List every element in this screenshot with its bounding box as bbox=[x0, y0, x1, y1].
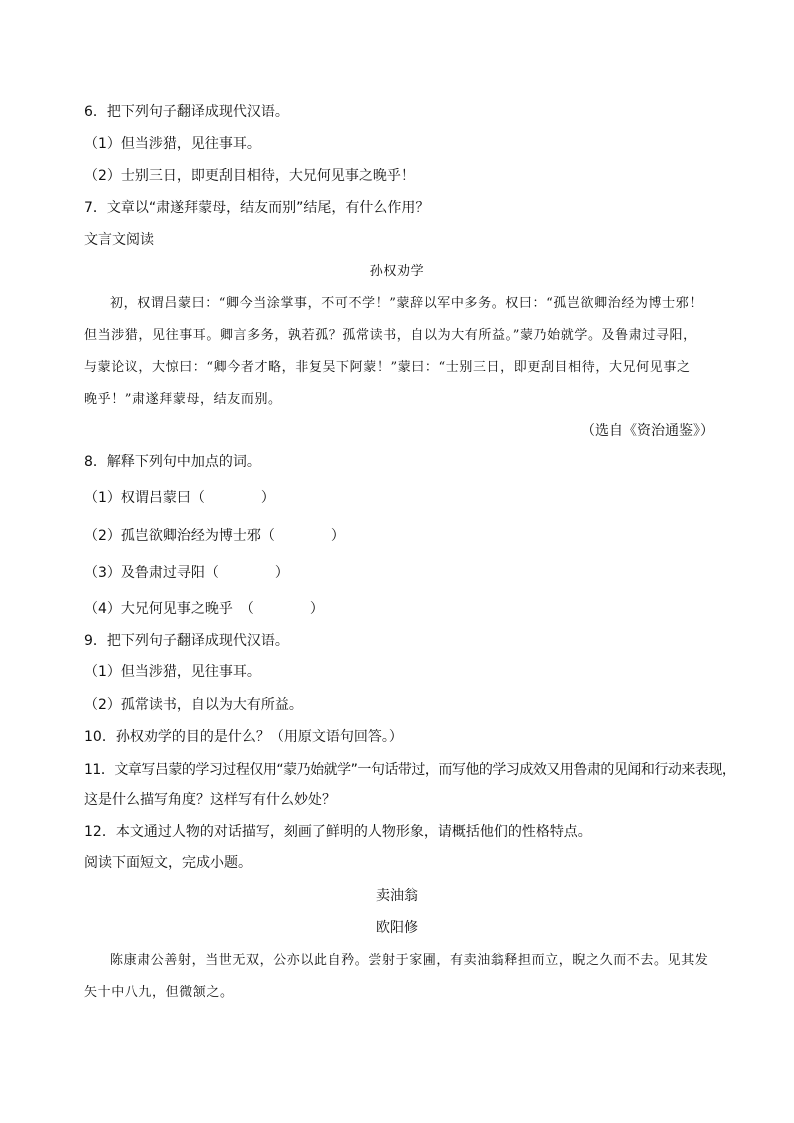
q9-sentence-1: （1）但当涉猎，见往事耳。 bbox=[84, 664, 261, 680]
passage1-line: 晚乎！”肃遂拜蒙母，结友而别。 bbox=[84, 392, 282, 407]
passage1-title: 孙权劝学 bbox=[369, 264, 425, 279]
q6-stem: 6．把下列句子翻译成现代汉语。 bbox=[84, 104, 289, 120]
q8-item: （1）权谓吕蒙曰（ ） bbox=[84, 490, 275, 506]
q10-question: 10．孙权劝学的目的是什么？（用原文语句回答。） bbox=[84, 729, 403, 745]
passage1-line: 与蒙论议，大惊曰：“卿今者才略，非复吴下阿蒙！”蒙曰：“士别三日，即更刮目相待，大兄何见事之 bbox=[84, 360, 691, 375]
reading-instruction: 阅读下面短文，完成小题。 bbox=[84, 855, 252, 871]
q9-stem: 9．把下列句子翻译成现代汉语。 bbox=[84, 633, 289, 649]
q9-sentence-2: （2）孤常读书，自以为大有所益。 bbox=[84, 697, 303, 713]
q11-line-1: 11．文章写吕蒙的学习过程仅用“蒙乃始就学”一句话带过，而写他的学习成效又用鲁肃的见闻和行动来表现， bbox=[84, 762, 736, 778]
q8-item: （2）孤岂欲卿治经为博士邪（ ） bbox=[84, 528, 345, 544]
passage1-source: （选自《资治通鉴》） bbox=[581, 423, 714, 439]
q8-item: （4）大兄何见事之晚乎 （ ） bbox=[84, 601, 324, 617]
passage2-author: 欧阳修 bbox=[376, 920, 418, 936]
passage1-line: 但当涉猎，见往事耳。卿言多务，孰若孤？孤常读书，自以为大有所益。”蒙乃始就学。及鲁肃过寻阳， bbox=[84, 328, 697, 343]
q11-line-2: 这是什么描写角度？这样写有什么妙处？ bbox=[84, 792, 336, 808]
q6-sentence-2: （2）士别三日，即更刮目相待，大兄何见事之晚乎！ bbox=[84, 168, 415, 184]
section-label: 文言文阅读 bbox=[84, 232, 154, 248]
q8-stem: 8．解释下列句中加点的词。 bbox=[84, 454, 261, 470]
q12-question: 12．本文通过人物的对话描写，刻画了鲜明的人物形象，请概括他们的性格特点。 bbox=[84, 824, 592, 840]
passage1-line: 初，权谓吕蒙曰：“卿今当涂掌事，不可不学！”蒙辞以军中多务。权曰：“孤岂欲卿治经为博士邪！ bbox=[110, 296, 703, 311]
passage2-line: 陈康肃公善射，当世无双，公亦以此自矜。尝射于家圃，有卖油翁释担而立，睨之久而不去。见其发 bbox=[110, 953, 709, 968]
q7-question: 7．文章以“肃遂拜蒙母，结友而别”结尾，有什么作用？ bbox=[84, 200, 430, 216]
q6-sentence-1: （1）但当涉猎，见往事耳。 bbox=[84, 136, 261, 152]
passage2-line: 矢十中八九，但微颔之。 bbox=[84, 985, 234, 1000]
passage2-title: 卖油翁 bbox=[376, 888, 418, 904]
q8-item: （3）及鲁肃过寻阳（ ） bbox=[84, 565, 289, 581]
